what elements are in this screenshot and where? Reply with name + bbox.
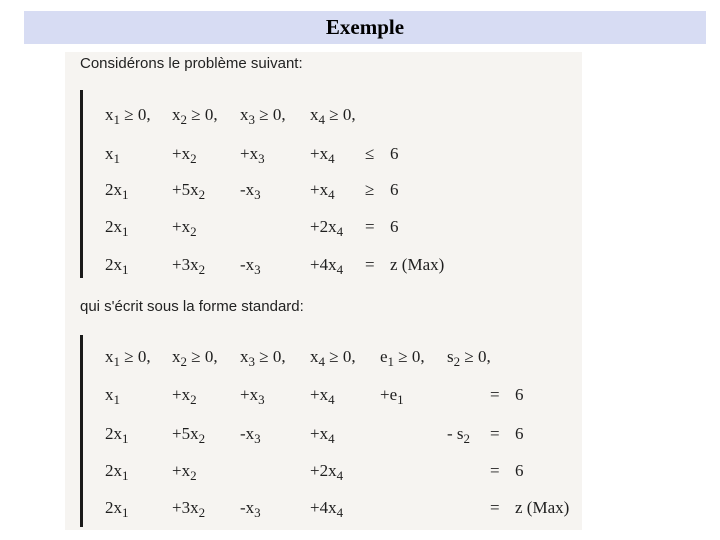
- system2-cell: z (Max): [515, 498, 570, 517]
- system2-cell: $+x_4$: [310, 385, 335, 407]
- system1-cell: $+4x_4$: [310, 255, 344, 277]
- system2-cell: $x_3 \ge 0$,: [240, 347, 286, 369]
- intro-text: Considérons le problème suivant:: [80, 55, 303, 72]
- system2-cell: 6: [515, 461, 524, 480]
- system1-cell: z (Max): [390, 255, 445, 274]
- system2-cell: $+2x_4$: [310, 461, 344, 483]
- system1-cell: =: [365, 255, 375, 274]
- system2-cell: $+x_2$: [172, 385, 197, 407]
- system2-cell: $2x_1$: [105, 424, 129, 446]
- system2-cell: $2x_1$: [105, 498, 129, 520]
- slide-title: Exemple: [24, 11, 706, 44]
- system1-cell: $+x_2$: [172, 217, 197, 239]
- system1-cell: $x_1 \ge 0$,: [105, 105, 151, 127]
- system2-cell: $+x_3$: [240, 385, 265, 407]
- standard-form-text: qui s'écrit sous la forme standard:: [80, 298, 304, 315]
- system2-cell: =: [490, 385, 500, 404]
- system2-cell: =: [490, 424, 500, 443]
- system1-cell: $-x_3$: [240, 180, 261, 202]
- system1-cell: $+x_2$: [172, 144, 197, 166]
- system1-cell: $-x_3$: [240, 255, 261, 277]
- system2-cell: $+5x_2$: [172, 424, 206, 446]
- system2-cell: $+3x_2$: [172, 498, 206, 520]
- system1-cell: 6: [390, 180, 399, 199]
- system1-cell: $x_1$: [105, 144, 120, 166]
- system1-cell: $+3x_2$: [172, 255, 206, 277]
- system1-cell: ≥: [365, 180, 375, 199]
- system1-bracket: [80, 90, 83, 278]
- system2-cell: $e_1 \ge 0$,: [380, 347, 425, 369]
- system2-cell: $x_1 \ge 0$,: [105, 347, 151, 369]
- system1-cell: $2x_1$: [105, 217, 129, 239]
- system2-cell: =: [490, 498, 500, 517]
- scanned-problem-image: [65, 52, 582, 530]
- system2-cell: $x_1$: [105, 385, 120, 407]
- system2-cell: - $s_2$: [447, 424, 471, 446]
- system2-cell: 6: [515, 424, 524, 443]
- system1-cell: $x_3 \ge 0$,: [240, 105, 286, 127]
- system1-cell: 6: [390, 144, 399, 163]
- system1-cell: $x_4 \ge 0$,: [310, 105, 356, 127]
- system1-cell: 6: [390, 217, 399, 236]
- system1-cell: ≤: [365, 144, 375, 163]
- system1-cell: $+5x_2$: [172, 180, 206, 202]
- system2-cell: $-x_3$: [240, 498, 261, 520]
- system2-cell: $-x_3$: [240, 424, 261, 446]
- system2-cell: $s_2 \ge 0$,: [447, 347, 491, 369]
- system1-cell: $+x_3$: [240, 144, 265, 166]
- system2-cell: $2x_1$: [105, 461, 129, 483]
- system1-cell: $x_2 \ge 0$,: [172, 105, 218, 127]
- system2-cell: $x_2 \ge 0$,: [172, 347, 218, 369]
- system1-cell: $+x_4$: [310, 180, 335, 202]
- system2-cell: 6: [515, 385, 524, 404]
- system2-cell: $+e_1$: [380, 385, 404, 407]
- system2-cell: $+x_4$: [310, 424, 335, 446]
- system1-cell: $+x_4$: [310, 144, 335, 166]
- system1-cell: =: [365, 217, 375, 236]
- system2-bracket: [80, 335, 83, 527]
- system2-cell: $x_4 \ge 0$,: [310, 347, 356, 369]
- system1-cell: $+2x_4$: [310, 217, 344, 239]
- system2-cell: $+x_2$: [172, 461, 197, 483]
- system1-cell: $2x_1$: [105, 255, 129, 277]
- system2-cell: =: [490, 461, 500, 480]
- system2-cell: $+4x_4$: [310, 498, 344, 520]
- system1-cell: $2x_1$: [105, 180, 129, 202]
